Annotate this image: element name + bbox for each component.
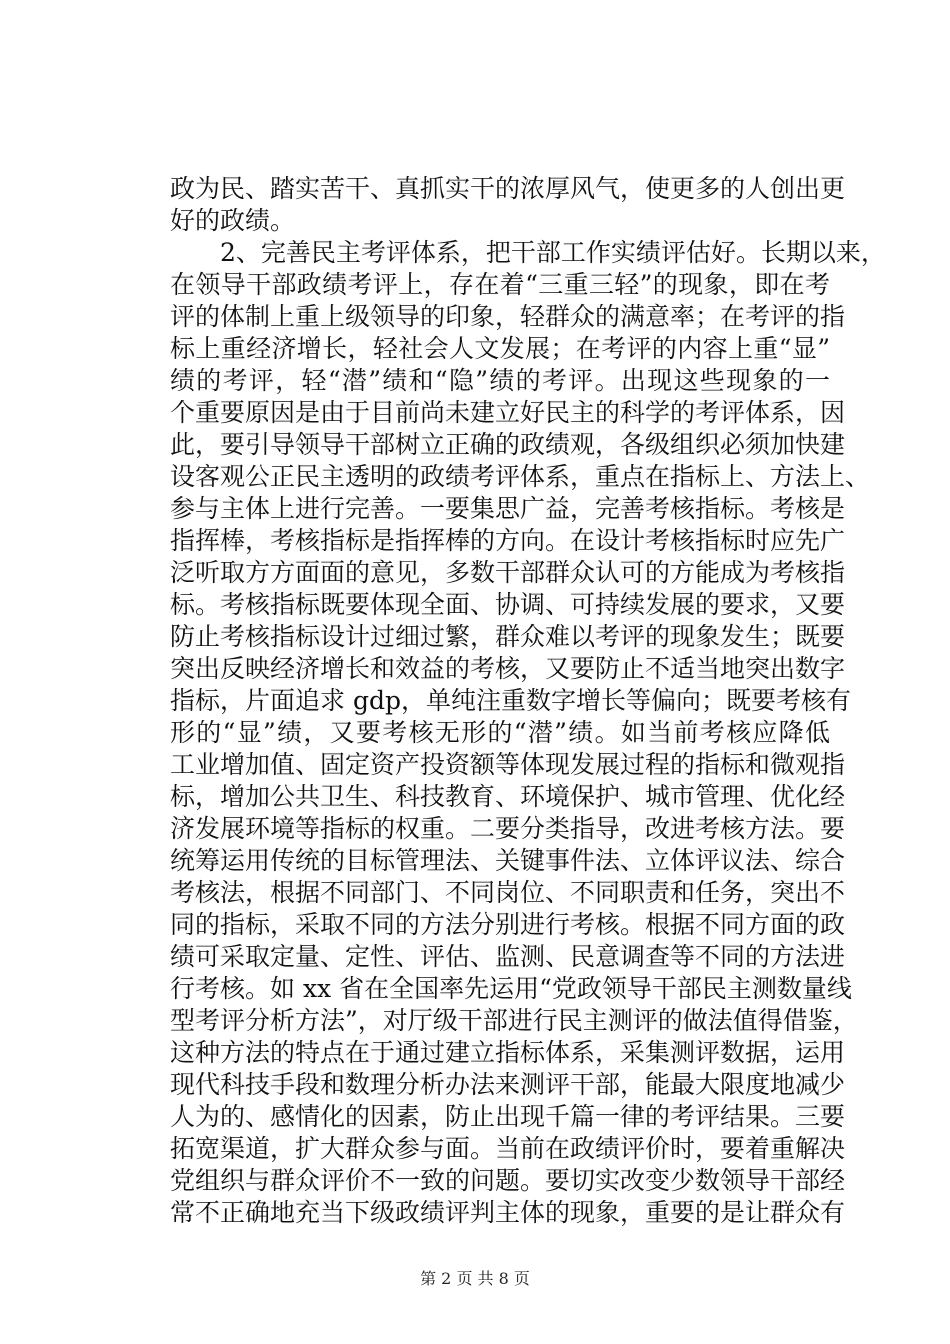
body-text-line: 常不正确地充当下级政绩评判主体的现象，重要的是让群众有: [170, 1198, 846, 1227]
body-text-line: 拓宽渠道，扩大群众参与面。当前在政绩评价时，要着重解决: [170, 1134, 846, 1163]
body-text-line: 此，要引导领导干部树立正确的政绩观，各级组织必须加快建: [170, 430, 846, 459]
body-text-line: 指标，片面追求 gdp，单纯注重数字增长等偏向；既要考核有: [170, 686, 851, 715]
body-text-line: 这种方法的特点在于通过建立指标体系，采集测评数据，运用: [170, 1038, 846, 1067]
body-text-line: 在领导干部政绩考评上，存在着“三重三轻”的现象，即在考: [170, 270, 830, 299]
body-text-line: 统筹运用传统的目标管理法、关键事件法、立体评议法、综合: [170, 846, 846, 875]
body-text-line: 突出反映经济增长和效益的考核，又要防止不适当地突出数字: [170, 654, 846, 683]
body-text-line: 人为的、感情化的因素，防止出现千篇一律的考评结果。三要: [170, 1102, 846, 1131]
body-text-line: 同的指标，采取不同的方法分别进行考核。根据不同方面的政: [170, 910, 846, 939]
body-text-line: 设客观公正民主透明的政绩考评体系，重点在指标上、方法上、: [170, 462, 871, 491]
body-text-line: 绩的考评，轻“潜”绩和“隐”绩的考评。出现这些现象的一: [170, 366, 830, 395]
body-text-line: 2、完善民主考评体系，把干部工作实绩评估好。长期以来，: [220, 238, 886, 267]
body-text-line: 形的“显”绩，又要考核无形的“潜”绩。如当前考核应降低: [170, 718, 830, 747]
body-text-line: 防止考核指标设计过细过繁，群众难以考评的现象发生；既要: [170, 622, 846, 651]
body-text-line: 标上重经济增长，轻社会人文发展；在考评的内容上重“显”: [170, 334, 830, 363]
body-text-line: 好的政绩。: [170, 206, 296, 235]
body-text-line: 型考评分析方法”，对厅级干部进行民主测评的做法值得借鉴，: [170, 1006, 858, 1035]
body-text-line: 指挥棒，考核指标是指挥棒的方向。在设计考核指标时应先广: [170, 526, 846, 555]
page-footer-page-number: 第 2 页 共 8 页: [420, 1269, 530, 1288]
body-text-line: 标，增加公共卫生、科技教育、环境保护、城市管理、优化经: [170, 782, 846, 811]
body-text-line: 个重要原因是由于目前尚未建立好民主的科学的考评体系，因: [170, 398, 846, 427]
body-text-line: 党组织与群众评价不一致的问题。要切实改变少数领导干部经: [170, 1166, 846, 1195]
body-text-line: 绩可采取定量、定性、评估、监测、民意调查等不同的方法进: [170, 942, 846, 971]
body-text-line: 标。考核指标既要体现全面、协调、可持续发展的要求，又要: [170, 590, 846, 619]
body-text-line: 参与主体上进行完善。一要集思广益，完善考核指标。考核是: [170, 494, 846, 523]
body-text-line: 考核法，根据不同部门、不同岗位、不同职责和任务，突出不: [170, 878, 846, 907]
body-text-line: 济发展环境等指标的权重。二要分类指导，改进考核方法。要: [170, 814, 846, 843]
body-text-line: 现代科技手段和数理分析办法来测评干部，能最大限度地减少: [170, 1070, 846, 1099]
body-text-line: 行考核。如 xx 省在全国率先运用“党政领导干部民主测数量线: [170, 974, 852, 1003]
body-text-line: 泛听取方方面面的意见，多数干部群众认可的方能成为考核指: [170, 558, 846, 587]
body-text-line: 政为民、踏实苦干、真抓实干的浓厚风气，使更多的人创出更: [170, 174, 846, 203]
body-text-line: 工业增加值、固定资产投资额等体现发展过程的指标和微观指: [170, 750, 846, 779]
body-text-line: 评的体制上重上级领导的印象，轻群众的满意率；在考评的指: [170, 302, 846, 331]
